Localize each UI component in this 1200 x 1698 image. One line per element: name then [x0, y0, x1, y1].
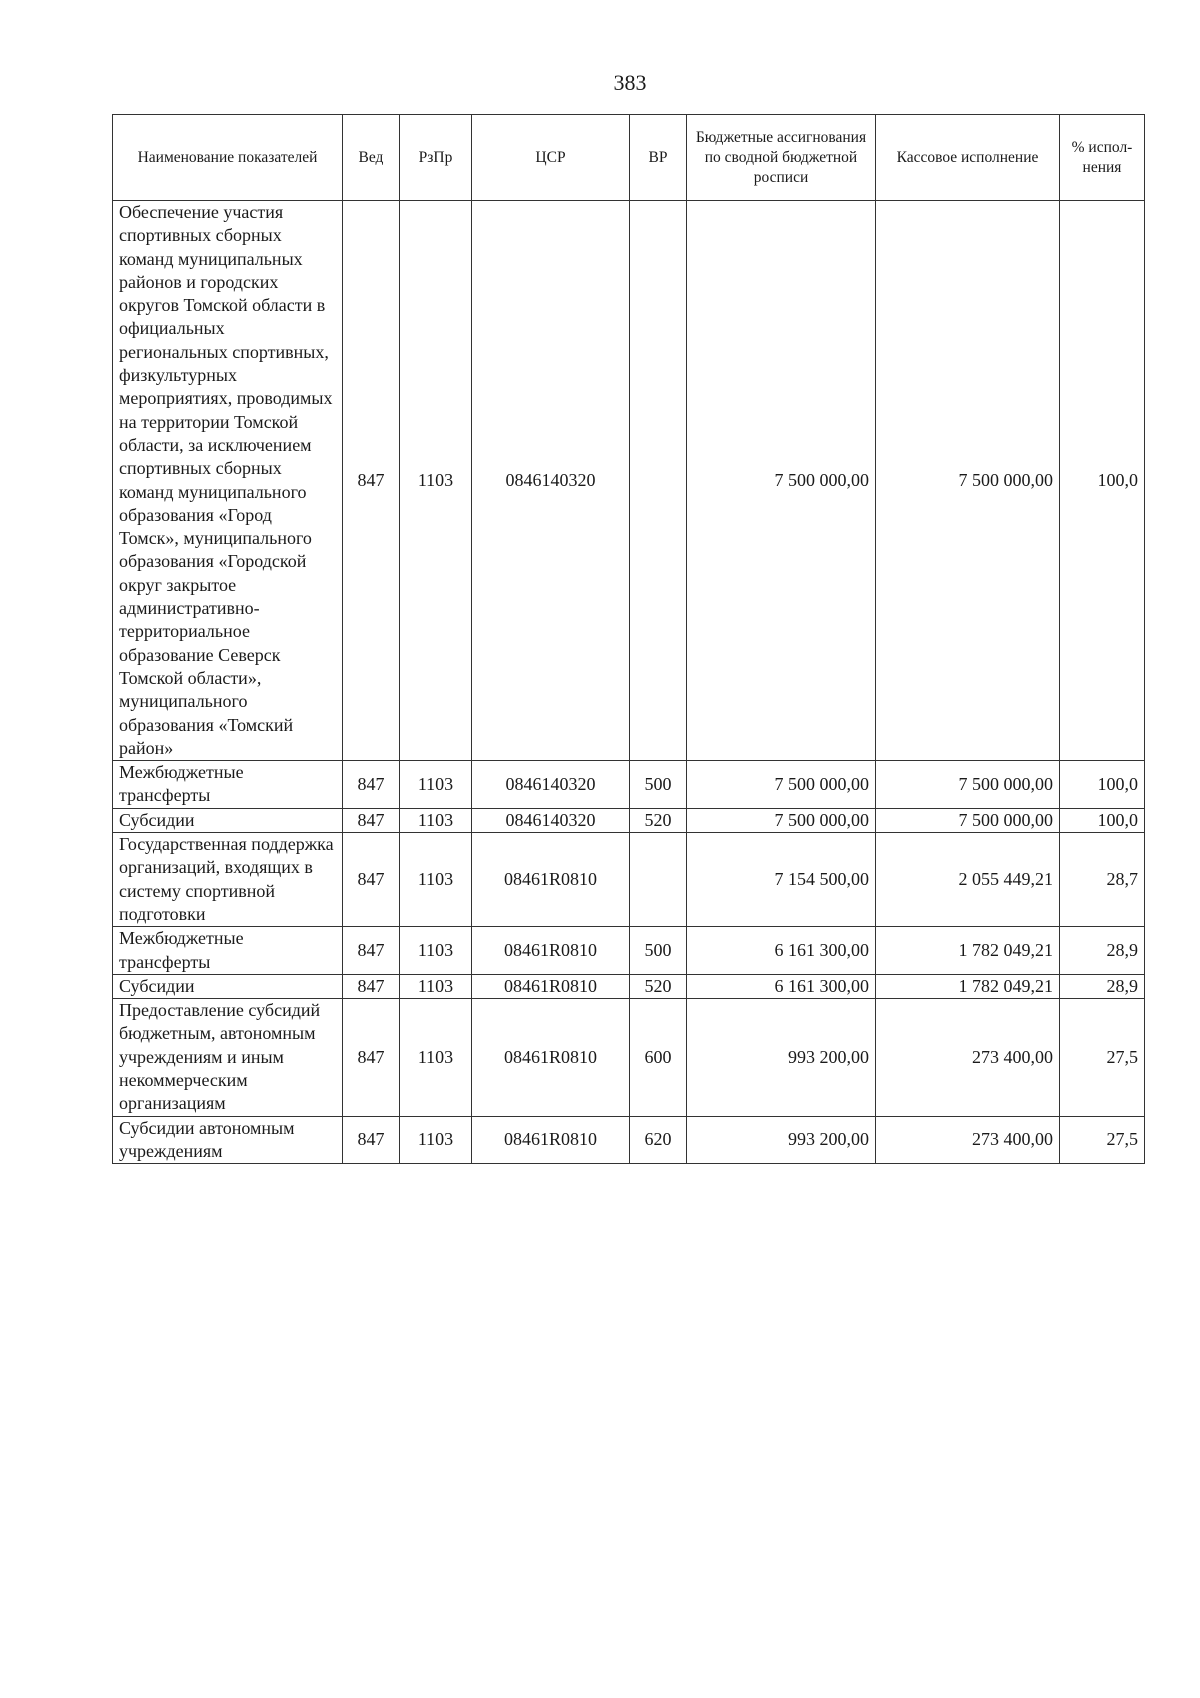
row-cash: 7 500 000,00: [876, 808, 1060, 832]
row-percent: 28,7: [1060, 833, 1145, 927]
row-budget: 6 161 300,00: [687, 927, 876, 975]
header-vr: ВР: [630, 115, 687, 201]
row-vr: [630, 201, 687, 761]
row-budget: 6 161 300,00: [687, 974, 876, 998]
table-row: [113, 927, 1145, 975]
page-number: 383: [613, 70, 647, 95]
row-vr: [630, 833, 687, 927]
row-cash: 7 500 000,00: [876, 761, 1060, 809]
row-percent: 100,0: [1060, 808, 1145, 832]
row-cash: 273 400,00: [876, 1116, 1060, 1164]
row-ved: 847: [343, 201, 400, 761]
row-rzpr: 1103: [400, 201, 472, 761]
row-budget: 993 200,00: [687, 999, 876, 1116]
header-rzpr: РзПр: [400, 115, 472, 201]
row-budget: 993 200,00: [687, 1116, 876, 1164]
row-budget: 7 500 000,00: [687, 201, 876, 761]
row-vr: 520: [630, 808, 687, 832]
table-row: [113, 201, 1145, 761]
row-rzpr: 1103: [400, 927, 472, 975]
row-vr: 500: [630, 927, 687, 975]
table-row: [113, 974, 1145, 998]
row-budget: 7 154 500,00: [687, 833, 876, 927]
header-cash: Кассовое исполнение: [876, 115, 1060, 201]
row-csr: 08461R0810: [472, 927, 630, 975]
row-csr: 08461R0810: [472, 1116, 630, 1164]
row-vr: 600: [630, 999, 687, 1116]
row-rzpr: 1103: [400, 999, 472, 1116]
row-csr: 0846140320: [472, 808, 630, 832]
row-cash: 273 400,00: [876, 999, 1060, 1116]
row-name: Предоставление субсидий бюджетным, автономным учреждениям и иным некоммерческим организациям: [113, 999, 343, 1116]
header-budget: Бюджетные ассигнования по сводной бюджетной росписи: [687, 115, 876, 201]
row-ved: 847: [343, 927, 400, 975]
row-csr: 08461R0810: [472, 999, 630, 1116]
row-name: Государственная поддержка организаций, входящих в систему спортивной подготовки: [113, 833, 343, 927]
row-csr: 08461R0810: [472, 833, 630, 927]
row-csr: 0846140320: [472, 761, 630, 809]
table-row: [113, 761, 1145, 809]
table-row: [113, 999, 1145, 1116]
row-percent: 100,0: [1060, 761, 1145, 809]
row-ved: 847: [343, 1116, 400, 1164]
row-rzpr: 1103: [400, 761, 472, 809]
row-csr: 0846140320: [472, 201, 630, 761]
row-rzpr: 1103: [400, 974, 472, 998]
table-row: [113, 833, 1145, 927]
header-name: Наименование показателей: [113, 115, 343, 201]
row-percent: 27,5: [1060, 999, 1145, 1116]
row-name: Межбюджетные трансферты: [113, 927, 343, 975]
row-rzpr: 1103: [400, 1116, 472, 1164]
budget-execution-table: [112, 114, 1145, 1164]
row-rzpr: 1103: [400, 808, 472, 832]
row-vr: 520: [630, 974, 687, 998]
row-cash: 2 055 449,21: [876, 833, 1060, 927]
row-ved: 847: [343, 999, 400, 1116]
row-csr: 08461R0810: [472, 974, 630, 998]
row-ved: 847: [343, 974, 400, 998]
header-ved: Вед: [343, 115, 400, 201]
row-cash: 1 782 049,21: [876, 974, 1060, 998]
row-percent: 28,9: [1060, 974, 1145, 998]
row-vr: 620: [630, 1116, 687, 1164]
table-row: [113, 808, 1145, 832]
row-name: Субсидии: [113, 808, 343, 832]
row-ved: 847: [343, 808, 400, 832]
header-csr: ЦСР: [472, 115, 630, 201]
row-vr: 500: [630, 761, 687, 809]
row-percent: 100,0: [1060, 201, 1145, 761]
row-percent: 28,9: [1060, 927, 1145, 975]
row-cash: 7 500 000,00: [876, 201, 1060, 761]
row-ved: 847: [343, 833, 400, 927]
row-budget: 7 500 000,00: [687, 761, 876, 809]
row-name: Субсидии: [113, 974, 343, 998]
row-name: Субсидии автономным учреждениям: [113, 1116, 343, 1164]
row-ved: 847: [343, 761, 400, 809]
row-name: Межбюджетные трансферты: [113, 761, 343, 809]
header-percent: % испол-нения: [1060, 115, 1145, 201]
table-row: [113, 1116, 1145, 1164]
row-percent: 27,5: [1060, 1116, 1145, 1164]
row-budget: 7 500 000,00: [687, 808, 876, 832]
row-rzpr: 1103: [400, 833, 472, 927]
row-cash: 1 782 049,21: [876, 927, 1060, 975]
table-header-row: [113, 115, 1145, 201]
row-name: Обеспечение участия спортивных сборных команд муниципальных районов и городских округов Томской области в официальных региональных спортивных, физкультурных мероприятиях, проводимых на территории Томской области, за исключением спортивных сборных команд муниципального образования «Город Томск», муниципального образования «Городской округ закрытое административно-территориальное образование Северск Томской области», муниципального образования «Томский район»: [113, 201, 343, 761]
